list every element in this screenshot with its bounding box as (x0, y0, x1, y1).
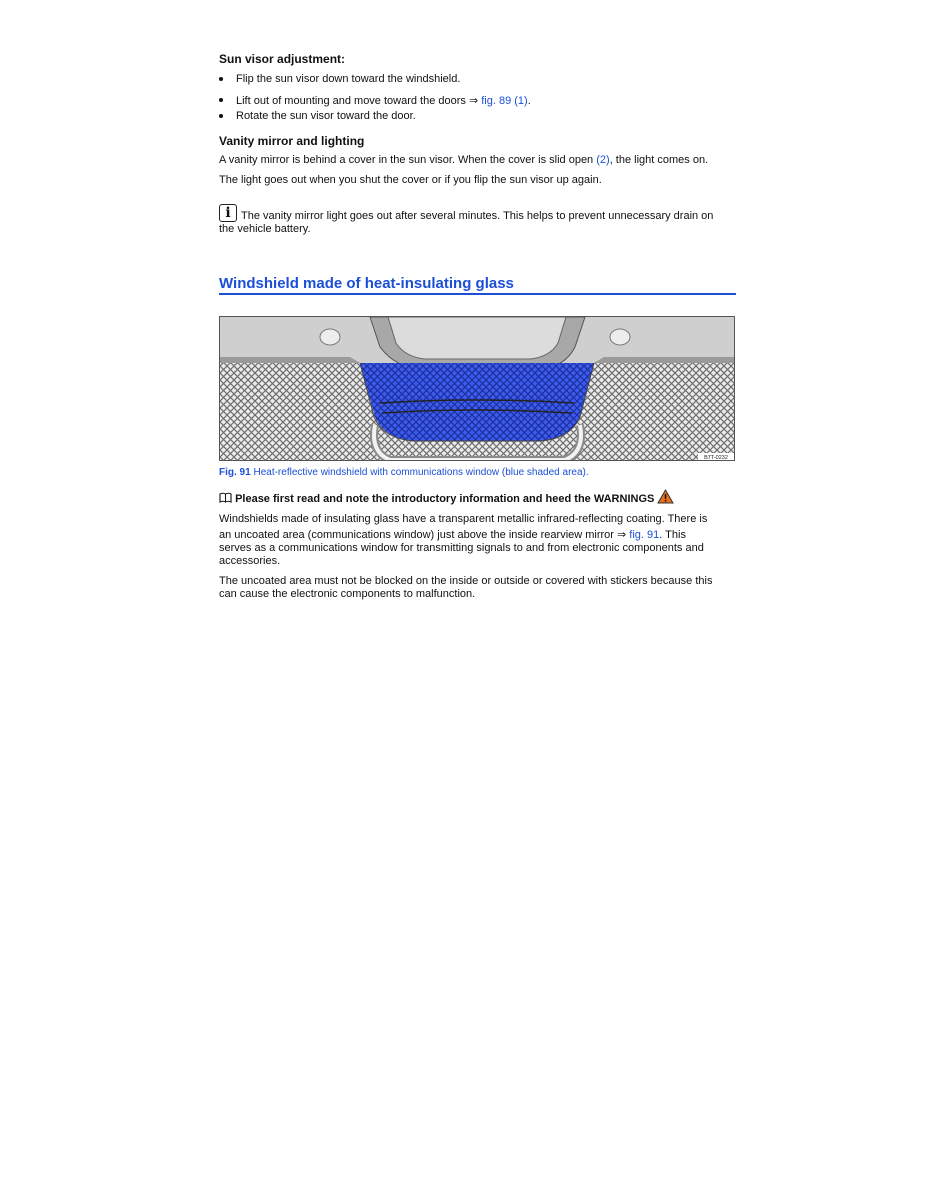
vanity-text: A vanity mirror is behind a cover in the sun visor. When the cover is slid open (219, 154, 597, 166)
bullet-icon (219, 114, 223, 118)
warning-text: Please first read and note the introductory information and heed the WARNINGS (235, 493, 655, 505)
paragraph-line: serves as a communications window for transmitting signals to and from electronic components and (219, 542, 704, 554)
figure-caption-text: Heat-reflective windshield with communications window (blue shaded area). (253, 467, 589, 478)
sun-visor-heading: Sun visor adjustment: (219, 52, 346, 66)
figure-code: B7T-0232 (704, 455, 728, 460)
vanity-paragraph-1 (219, 154, 708, 167)
figure-caption (219, 467, 589, 478)
bullet-text-part: Lift out of mounting and move toward the doors ⇒ (236, 95, 482, 107)
note-text-2: the vehicle battery. (219, 223, 311, 235)
vanity-paragraph-2: The light goes out when you shut the cover or if you flip the sun visor up again. (219, 174, 602, 186)
section-divider (219, 293, 736, 295)
section-title: Windshield made of heat-insulating glass (219, 275, 514, 292)
bullet-text-end: . (527, 95, 531, 107)
bullet-icon (219, 98, 223, 102)
list-item (219, 73, 736, 87)
windshield-illustration (220, 317, 734, 460)
list-item (219, 94, 736, 108)
paragraph-text-end: . This (659, 529, 686, 541)
bullet-text: Flip the sun visor down toward the windshield. (236, 73, 461, 85)
paragraph-line: Windshields made of insulating glass have a transparent metallic infrared-reflecting coating. There is (219, 513, 708, 525)
bullet-text (236, 94, 531, 107)
note-text: The vanity mirror light goes out after several minutes. This helps to prevent unnecessary drain on (241, 210, 714, 222)
info-icon: i (219, 204, 237, 222)
info-note (219, 204, 736, 236)
ref-2-link[interactable]: (2) (596, 154, 610, 166)
fig-91-link[interactable]: fig. 91 (629, 529, 660, 541)
list-item (219, 110, 736, 124)
warning-notice (219, 489, 674, 505)
windshield-paragraph-1 (219, 513, 736, 568)
book-icon (219, 492, 232, 503)
figure-caption-label: Fig. 91 (219, 467, 251, 478)
paragraph-line (219, 529, 736, 542)
warning-triangle-icon (657, 489, 674, 504)
paragraph-line: The uncoated area must not be blocked on the inside or outside or covered with stickers because this (219, 575, 713, 587)
paragraph-line: can cause the electronic components to malfunction. (219, 588, 476, 600)
windshield-paragraph-2 (219, 575, 736, 601)
paragraph-line: accessories. (219, 555, 281, 567)
vanity-text-end: , the light comes on. (609, 154, 709, 166)
bullet-icon (219, 77, 223, 81)
bullet-text: Rotate the sun visor toward the door. (236, 110, 416, 122)
fig-89-link[interactable]: fig. 89 (1) (481, 95, 528, 107)
vanity-heading: Vanity mirror and lighting (219, 134, 365, 148)
windshield-figure (219, 316, 735, 461)
paragraph-text: an uncoated area (communications window) just above the inside rearview mirror ⇒ (219, 529, 630, 541)
